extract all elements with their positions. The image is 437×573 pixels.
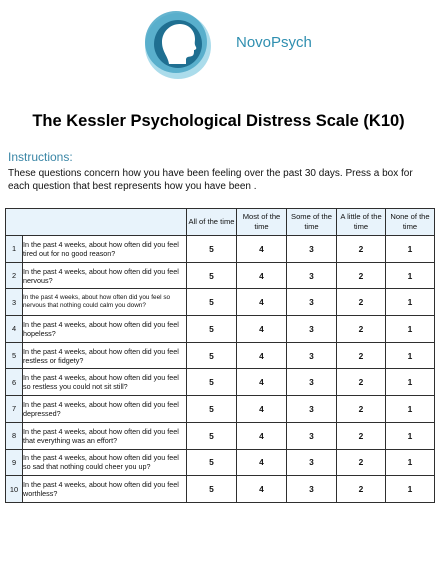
score-option-3[interactable]: 3 — [287, 342, 337, 369]
question-number: 3 — [6, 289, 23, 316]
brand-name: NovoPsych — [236, 34, 312, 51]
question-text: In the past 4 weeks, about how often did you feel hopeless? — [23, 316, 187, 343]
score-option-2[interactable]: 2 — [337, 236, 386, 263]
score-option-1[interactable]: 1 — [386, 449, 435, 476]
table-row — [6, 369, 435, 396]
score-option-3[interactable]: 3 — [287, 262, 337, 289]
column-header: None of the time — [386, 209, 435, 236]
score-option-1[interactable]: 1 — [386, 342, 435, 369]
question-text: In the past 4 weeks, about how often did you feel so nervous that nothing could calm you down? — [23, 289, 187, 316]
column-header: All of the time — [187, 209, 237, 236]
table-row — [6, 396, 435, 423]
question-number: 1 — [6, 236, 23, 263]
table-row — [6, 236, 435, 263]
table-row — [6, 422, 435, 449]
score-option-3[interactable]: 3 — [287, 476, 337, 503]
score-option-5[interactable]: 5 — [187, 369, 237, 396]
question-number: 4 — [6, 316, 23, 343]
score-option-1[interactable]: 1 — [386, 396, 435, 423]
score-option-1[interactable]: 1 — [386, 262, 435, 289]
column-header: Most of the time — [237, 209, 287, 236]
score-option-1[interactable]: 1 — [386, 316, 435, 343]
score-option-4[interactable]: 4 — [237, 342, 287, 369]
score-option-2[interactable]: 2 — [337, 449, 386, 476]
score-option-4[interactable]: 4 — [237, 449, 287, 476]
score-option-1[interactable]: 1 — [386, 289, 435, 316]
score-option-5[interactable]: 5 — [187, 449, 237, 476]
table-row — [6, 449, 435, 476]
table-row — [6, 316, 435, 343]
score-option-2[interactable]: 2 — [337, 262, 386, 289]
score-option-3[interactable]: 3 — [287, 396, 337, 423]
page-title: The Kessler Psychological Distress Scale (K10) — [32, 112, 405, 130]
score-option-3[interactable]: 3 — [287, 236, 337, 263]
score-option-1[interactable]: 1 — [386, 476, 435, 503]
score-option-4[interactable]: 4 — [237, 236, 287, 263]
table-row — [6, 342, 435, 369]
score-option-5[interactable]: 5 — [187, 289, 237, 316]
score-option-4[interactable]: 4 — [237, 476, 287, 503]
question-number: 6 — [6, 369, 23, 396]
instructions-text: These questions concern how you have been feeling over the past 30 days. Press a box for each question that best represents how you have been . — [8, 168, 413, 192]
question-number: 5 — [6, 342, 23, 369]
score-option-3[interactable]: 3 — [287, 316, 337, 343]
k10-table — [5, 208, 435, 503]
score-option-5[interactable]: 5 — [187, 316, 237, 343]
score-option-4[interactable]: 4 — [237, 396, 287, 423]
score-option-3[interactable]: 3 — [287, 422, 337, 449]
score-option-4[interactable]: 4 — [237, 369, 287, 396]
table-row — [6, 289, 435, 316]
column-header: A little of the time — [337, 209, 386, 236]
score-option-2[interactable]: 2 — [337, 369, 386, 396]
score-option-3[interactable]: 3 — [287, 289, 337, 316]
question-text: In the past 4 weeks, about how often did you feel that everything was an effort? — [23, 422, 187, 449]
table-row — [6, 262, 435, 289]
question-text: In the past 4 weeks, about how often did you feel tired out for no good reason? — [23, 236, 187, 263]
question-text: In the past 4 weeks, about how often did you feel restless or fidgety? — [23, 342, 187, 369]
score-option-4[interactable]: 4 — [237, 422, 287, 449]
question-number: 10 — [6, 476, 23, 503]
table-header-row — [6, 209, 435, 236]
score-option-2[interactable]: 2 — [337, 396, 386, 423]
header — [0, 0, 437, 90]
question-text: In the past 4 weeks, about how often did you feel depressed? — [23, 396, 187, 423]
score-option-2[interactable]: 2 — [337, 422, 386, 449]
score-option-1[interactable]: 1 — [386, 422, 435, 449]
score-option-2[interactable]: 2 — [337, 342, 386, 369]
column-header: Some of the time — [287, 209, 337, 236]
header-blank-cell — [6, 209, 187, 236]
score-option-5[interactable]: 5 — [187, 342, 237, 369]
score-option-2[interactable]: 2 — [337, 289, 386, 316]
score-option-5[interactable]: 5 — [187, 236, 237, 263]
score-option-5[interactable]: 5 — [187, 262, 237, 289]
question-number: 7 — [6, 396, 23, 423]
question-number: 8 — [6, 422, 23, 449]
question-number: 9 — [6, 449, 23, 476]
score-option-3[interactable]: 3 — [287, 369, 337, 396]
score-option-3[interactable]: 3 — [287, 449, 337, 476]
question-text: In the past 4 weeks, about how often did you feel so restless you could not sit still? — [23, 369, 187, 396]
score-option-1[interactable]: 1 — [386, 236, 435, 263]
score-option-4[interactable]: 4 — [237, 262, 287, 289]
score-option-4[interactable]: 4 — [237, 289, 287, 316]
score-option-5[interactable]: 5 — [187, 476, 237, 503]
score-option-2[interactable]: 2 — [337, 316, 386, 343]
table-row — [6, 476, 435, 503]
question-number: 2 — [6, 262, 23, 289]
question-text: In the past 4 weeks, about how often did you feel so sad that nothing could cheer you up? — [23, 449, 187, 476]
instructions-heading: Instructions: — [8, 150, 73, 164]
score-option-5[interactable]: 5 — [187, 396, 237, 423]
score-option-5[interactable]: 5 — [187, 422, 237, 449]
score-option-2[interactable]: 2 — [337, 476, 386, 503]
score-option-4[interactable]: 4 — [237, 316, 287, 343]
score-option-1[interactable]: 1 — [386, 369, 435, 396]
question-text: In the past 4 weeks, about how often did you feel worthless? — [23, 476, 187, 503]
head-silhouette-circles-icon — [140, 6, 216, 82]
question-text: In the past 4 weeks, about how often did you feel nervous? — [23, 262, 187, 289]
